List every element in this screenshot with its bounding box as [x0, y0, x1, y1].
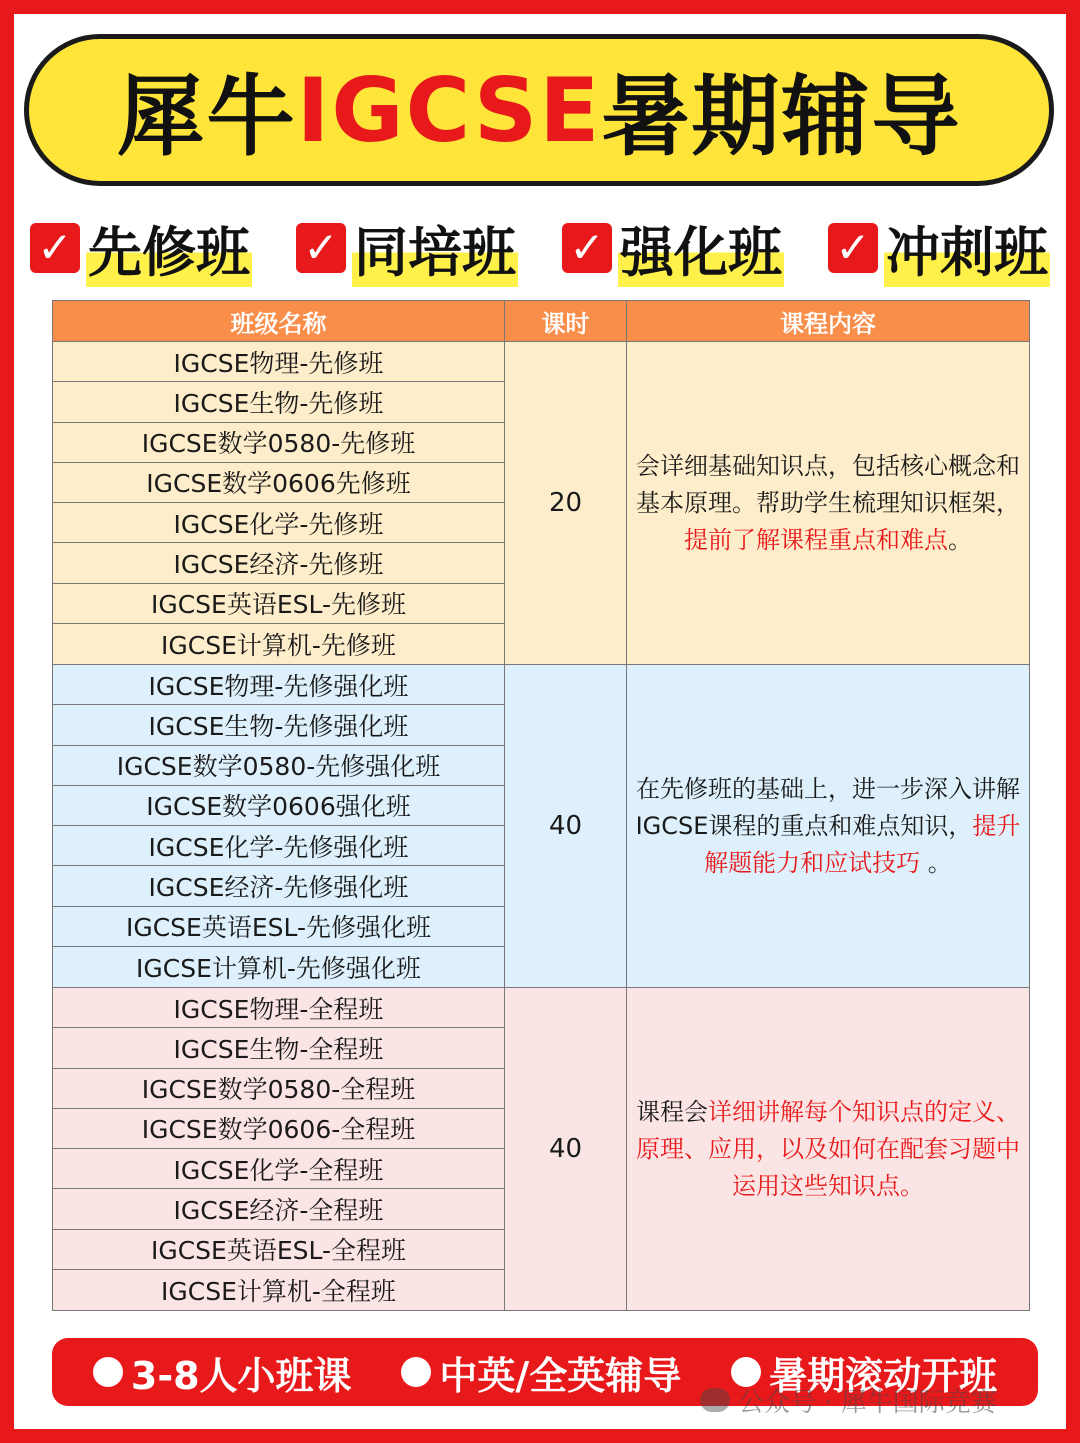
content-highlight: 详细讲解每个知识点的定义、原理、应用，以及如何在配套习题中运用这些知识点 [636, 1097, 1020, 1200]
content-cell [627, 342, 1029, 664]
hours-cell: 20 [505, 342, 627, 664]
content-text: 会详细基础知识点，包括核心概念和基本原理。帮助学生梳理知识框架， [636, 451, 1020, 517]
tag-label: 同培班 [352, 210, 518, 287]
title-igcse: IGCSE [296, 58, 602, 162]
table-row: IGCSE英语ESL-先修强化班 [53, 907, 504, 947]
title-summer: 暑期辅导 [601, 65, 962, 168]
content-cell [627, 665, 1029, 987]
checkmark-icon: ✓ [30, 223, 80, 273]
table-row: IGCSE化学-先修强化班 [53, 826, 504, 866]
watermark-text: 公众号 · 犀牛国际竞赛 [738, 1387, 997, 1418]
header-content: 课程内容 [780, 309, 876, 338]
table-row: IGCSE计算机-先修强化班 [136, 953, 421, 983]
checkmark-icon: ✓ [828, 223, 878, 273]
group-prerequisite [53, 342, 1029, 665]
bullet-icon [401, 1357, 431, 1387]
feature-label: 3-8人小班课 [130, 1353, 352, 1398]
tag-label: 强化班 [618, 210, 784, 287]
title-banner [24, 34, 1054, 186]
content-highlight: 提前了解课程重点和难点 [684, 525, 948, 554]
content-cell [627, 988, 1029, 1310]
checkmark-icon: ✓ [296, 223, 346, 273]
table-row: IGCSE英语ESL-全程班 [53, 1230, 504, 1270]
table-row: IGCSE物理-全程班 [53, 988, 504, 1028]
table-row: IGCSE数学0580-全程班 [53, 1069, 504, 1109]
table-row: IGCSE计算机-先修班 [161, 630, 396, 660]
content-highlight: 提升解题能力和应试技巧 [704, 811, 1021, 877]
table-row: IGCSE数学0606-全程班 [53, 1109, 504, 1149]
group-full-course [53, 988, 1029, 1310]
table-row: IGCSE英语ESL-先修班 [53, 584, 504, 624]
checkmark-icon: ✓ [562, 223, 612, 273]
tag-item [30, 210, 252, 287]
feature-item [401, 1345, 681, 1400]
feature-label: 中英/全英辅导 [439, 1353, 682, 1398]
hours-cell: 40 [505, 988, 627, 1310]
class-name-list [53, 988, 505, 1310]
table-row: IGCSE经济-先修强化班 [53, 866, 504, 906]
table-row: IGCSE生物-全程班 [53, 1028, 504, 1068]
table-row: IGCSE数学0606先修班 [53, 463, 504, 503]
feature-label: 暑期滚动开班 [769, 1353, 998, 1398]
table-row: IGCSE生物-先修强化班 [53, 705, 504, 745]
content-end: 。 [920, 848, 952, 877]
table-row: IGCSE数学0580-先修班 [53, 423, 504, 463]
class-name-list [53, 665, 505, 987]
header-class-name: 班级名称 [53, 301, 505, 341]
wechat-icon [700, 1388, 730, 1412]
header-hours: 课时 [505, 301, 627, 341]
watermark [700, 1382, 997, 1418]
table-row: IGCSE物理-先修班 [53, 342, 504, 382]
tag-label: 冲刺班 [884, 210, 1050, 287]
table-row: IGCSE生物-先修班 [53, 382, 504, 422]
table-row: IGCSE计算机-全程班 [161, 1276, 396, 1306]
tag-item [562, 210, 784, 287]
table-row: IGCSE化学-全程班 [53, 1149, 504, 1189]
group-intensive [53, 665, 1029, 988]
table-row: IGCSE经济-先修班 [53, 543, 504, 583]
table-row: IGCSE化学-先修班 [53, 503, 504, 543]
tag-item [828, 210, 1050, 287]
table-row: IGCSE数学0580-先修强化班 [53, 746, 504, 786]
content-text: 课程会 [636, 1097, 708, 1126]
content-text: 在先修班的基础上，进一步深入讲解IGCSE课程的重点和难点知识， [635, 774, 1020, 840]
table-row: IGCSE物理-先修强化班 [53, 665, 504, 705]
tag-item [296, 210, 518, 287]
bullet-icon [93, 1357, 123, 1387]
table-row: IGCSE数学0606强化班 [53, 786, 504, 826]
content-end: 。 [948, 525, 972, 554]
table-row: IGCSE经济-全程班 [53, 1189, 504, 1229]
content-end: 。 [900, 1171, 924, 1200]
hours-cell: 40 [505, 665, 627, 987]
feature-item [93, 1345, 352, 1400]
class-type-tags [30, 210, 1050, 286]
title-brand: 犀牛 [116, 65, 297, 168]
tag-label: 先修班 [86, 210, 252, 287]
table-header [53, 301, 1029, 342]
class-name-list [53, 342, 505, 664]
course-table [52, 300, 1030, 1311]
